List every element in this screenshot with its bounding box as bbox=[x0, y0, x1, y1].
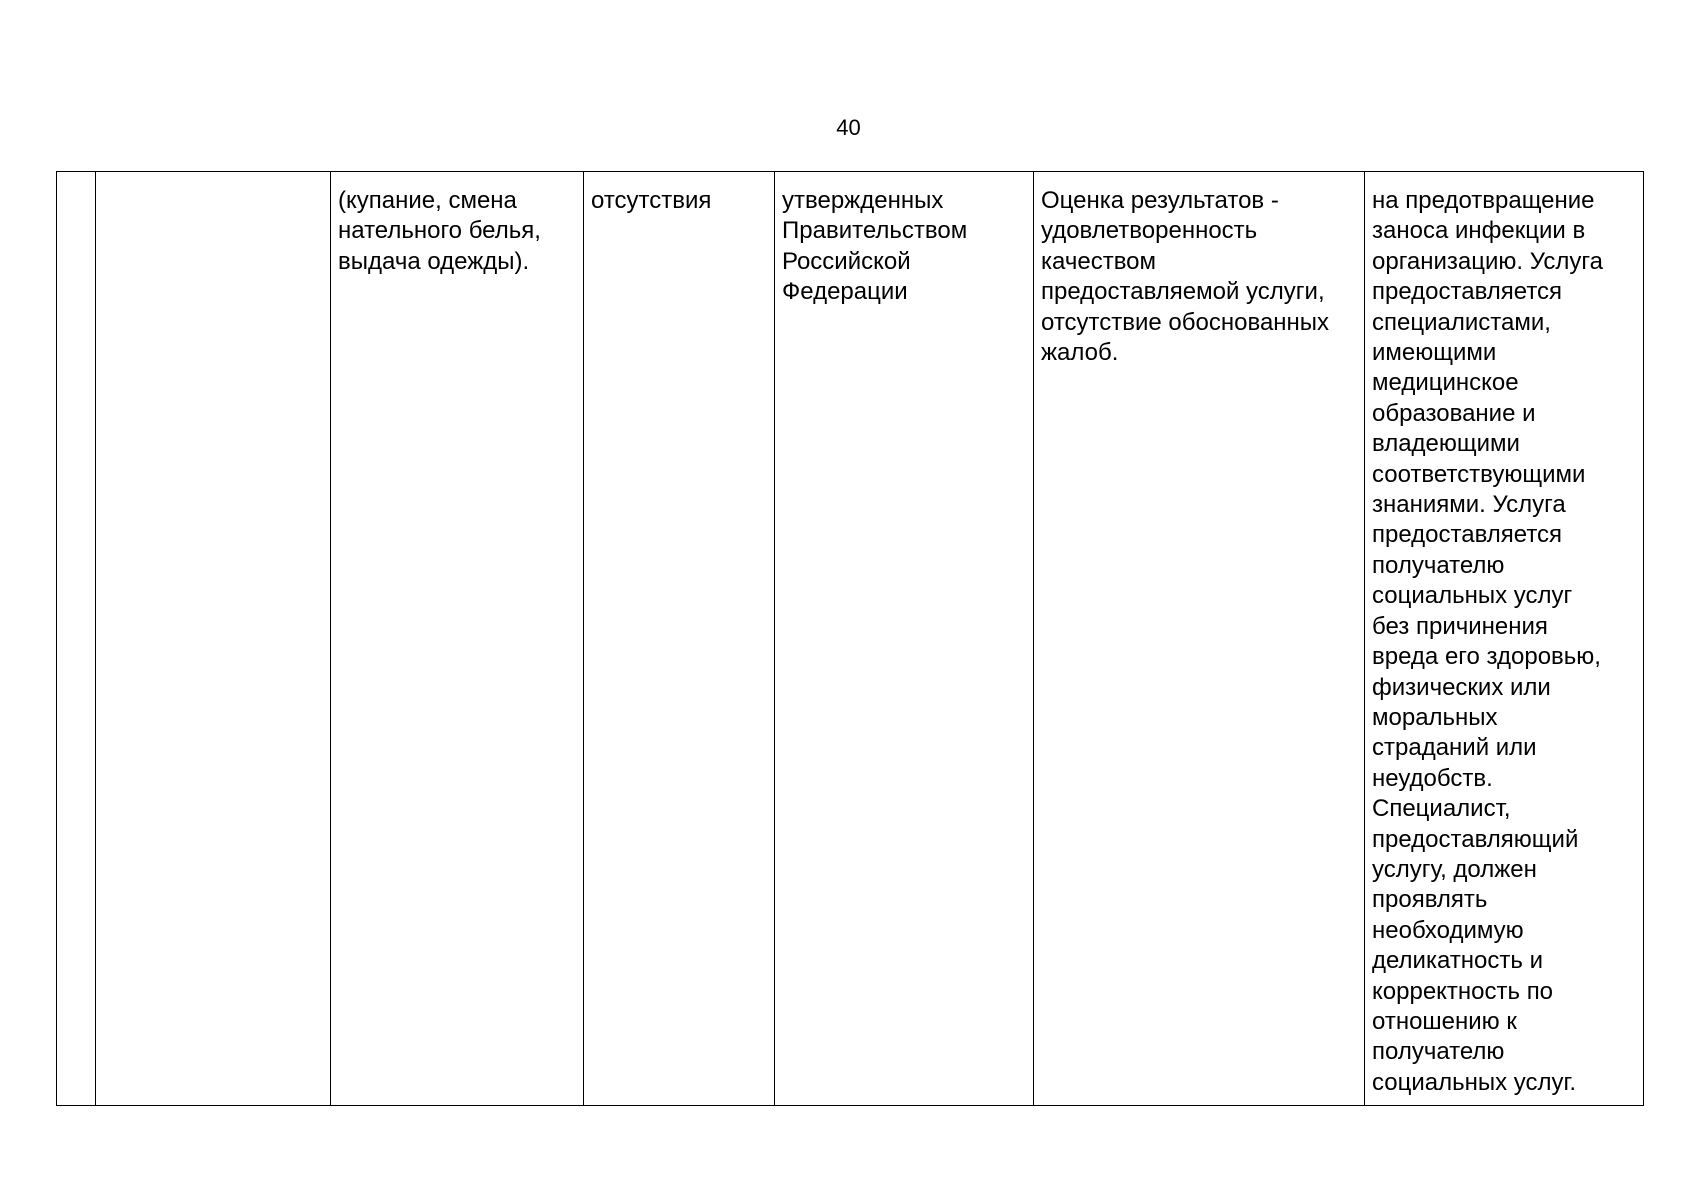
cell-service-name bbox=[96, 172, 331, 1106]
table-row bbox=[57, 172, 1644, 1106]
document-table bbox=[56, 171, 1644, 1106]
cell-number bbox=[57, 172, 96, 1106]
page-number: 40 bbox=[836, 115, 861, 140]
cell-service-description: (купание, смена нательного белья, выдача одежды). bbox=[331, 172, 584, 1106]
cell-conditions: на предотвращение заноса инфекции в организацию. Услуга предоставляется специалистами, имеющими медицинское образование и владеющими соответствующими знаниями. Услуга предоставляется получателю социальных услуг без причинения вреда его здоровью, физических или моральных страданий или неудобств. Специалист, предоставляющий услугу, должен проявлять необходимую деликатность и корректность по отношению к получателю социальных услуг. bbox=[1365, 172, 1644, 1106]
cell-norms: утвержденных Правительством Российской Федерации bbox=[775, 172, 1034, 1106]
cell-quality-indicators: Оценка результатов - удовлетворенность качеством предоставляемой услуги, отсутствие обоснованных жалоб. bbox=[1034, 172, 1365, 1106]
cell-timing: отсутствия bbox=[584, 172, 775, 1106]
